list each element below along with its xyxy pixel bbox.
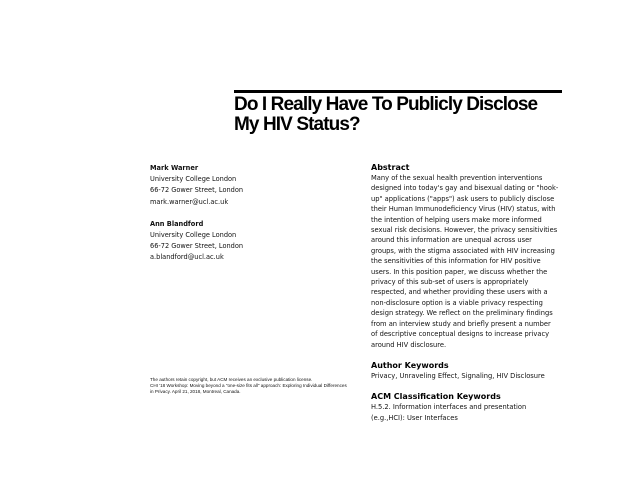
author-email: mark.warner@ucl.ac.uk bbox=[150, 197, 229, 206]
author-address: 66-72 Gower Street, London bbox=[150, 242, 244, 251]
abstract-line: around this information are unequal across user bbox=[371, 236, 532, 245]
abstract-line: users. In this position paper, we discuss whether the bbox=[371, 267, 548, 276]
author-affiliation: University College London bbox=[150, 175, 237, 184]
author-keywords-body bbox=[371, 371, 581, 381]
abstract-line: the sensitivities of this information for HIV positive bbox=[371, 257, 541, 266]
abstract-line: designed into today's gay and bisexual dating or "hook- bbox=[371, 184, 559, 193]
classification-line: H.5.2. Information interfaces and presentation bbox=[371, 403, 527, 412]
acm-classification-heading: ACM Classification Keywords bbox=[371, 392, 501, 402]
copyright-line: The authors retain copyright, but ACM receives an exclusive publication license. bbox=[150, 377, 313, 382]
title-rule bbox=[234, 90, 562, 93]
author-name: Mark Warner bbox=[150, 164, 199, 172]
copyright-line: CHI '18 Workshop: Moving beyond a "one-size fits all" approach: Exploring Individual Differences bbox=[150, 383, 347, 389]
abstract-line: Many of the sexual health prevention interventions bbox=[371, 174, 543, 182]
classification-line: (e.g.,HCI): User Interfaces bbox=[371, 413, 458, 422]
keywords-line: Privacy, Unraveling Effect, Signaling, HIV Disclosure bbox=[371, 371, 545, 380]
abstract-line: their Human Immunodeficiency Virus (HIV) status, with bbox=[371, 205, 556, 214]
abstract-line: respected, and whether providing these users with a bbox=[371, 288, 548, 297]
paper-title bbox=[234, 95, 564, 135]
abstract-line: up" applications ("apps") ask users to publicly disclose bbox=[371, 194, 555, 203]
abstract-line: design strategy. We reflect on the preliminary findings bbox=[371, 309, 553, 318]
title-line: Do I Really Have To Publicly Disclose bbox=[234, 94, 538, 115]
author-block bbox=[150, 163, 350, 264]
acm-classification-body bbox=[371, 402, 581, 423]
abstract-column bbox=[371, 162, 581, 423]
author-affiliation: University College London bbox=[150, 231, 237, 240]
abstract-body bbox=[371, 173, 581, 350]
abstract-line: around HIV disclosure. bbox=[371, 340, 447, 349]
abstract-line: sexual risk decisions. However, the privacy sensitivities bbox=[371, 226, 558, 235]
author-email: a.blandford@ucl.ac.uk bbox=[150, 253, 224, 262]
author-keywords-heading: Author Keywords bbox=[371, 360, 449, 370]
abstract-line: privacy of this sub-set of users is appropriately bbox=[371, 278, 529, 287]
author-entry bbox=[150, 219, 350, 264]
abstract-line: from an interview study and briefly present a number bbox=[371, 319, 551, 328]
author-name: Ann Blandford bbox=[150, 219, 204, 228]
author-entry bbox=[150, 163, 350, 208]
author-address: 66-72 Gower Street, London bbox=[150, 186, 244, 195]
abstract-heading: Abstract bbox=[371, 163, 410, 172]
title-line: My HIV Status? bbox=[234, 114, 360, 135]
abstract-line: groups, with the stigma associated with HIV increasing bbox=[371, 246, 555, 255]
copyright-line: in Privacy. April 21, 2018, Montreal, Canada. bbox=[150, 389, 241, 395]
copyright-notice bbox=[150, 377, 370, 396]
abstract-line: the intention of helping users make more informed bbox=[371, 215, 542, 224]
abstract-line: non-disclosure option is a viable privacy respecting bbox=[371, 298, 543, 307]
abstract-line: of descriptive conceptual designs to increase privacy bbox=[371, 330, 550, 339]
